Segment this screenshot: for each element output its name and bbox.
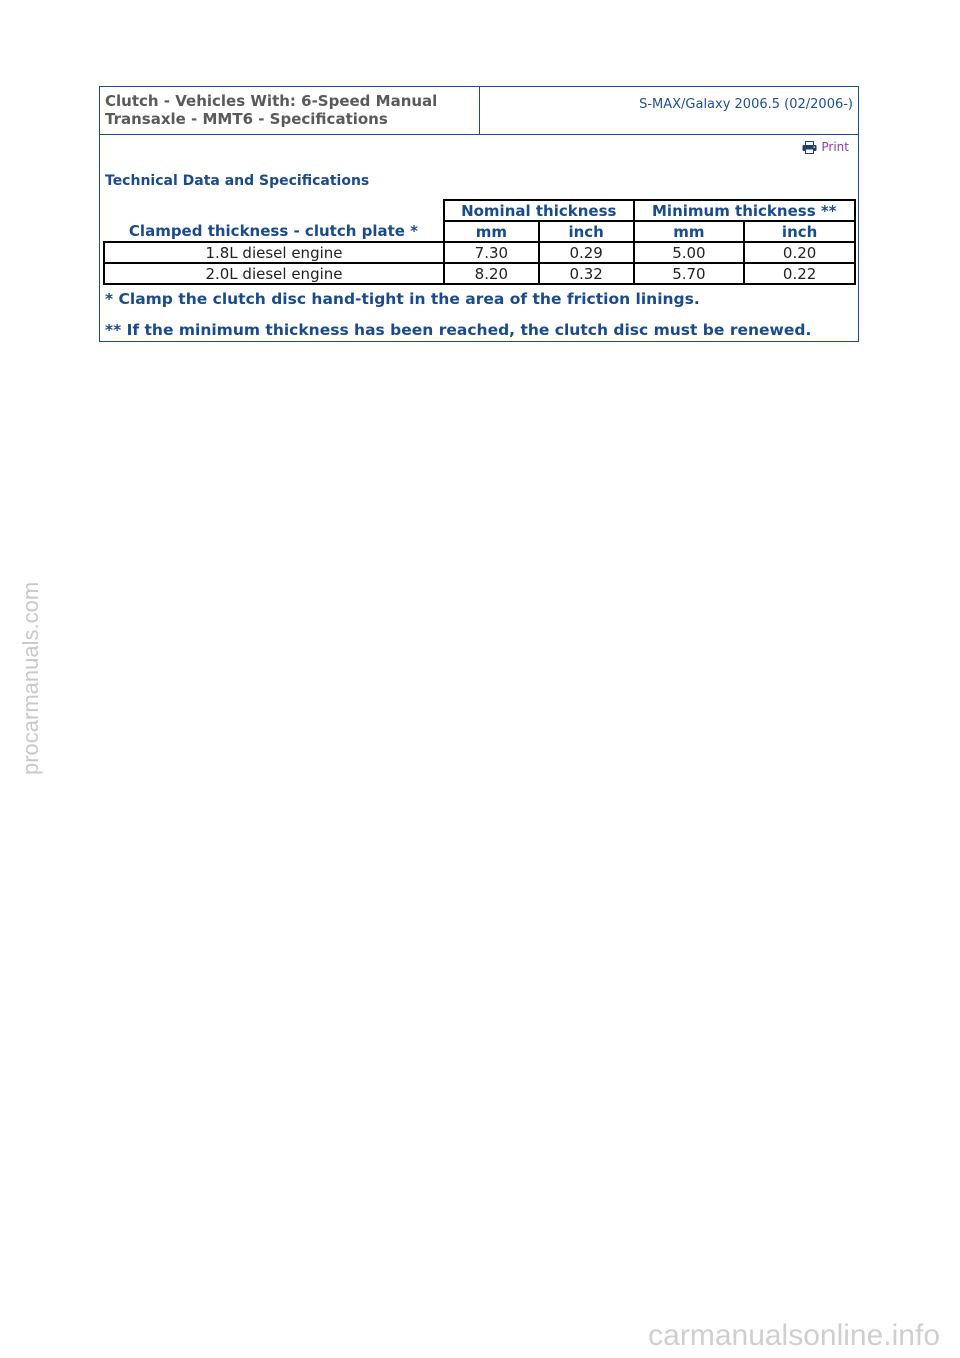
minimum-mm-value: 5.70 (634, 263, 745, 284)
table-group-header-row (104, 200, 855, 221)
print-label[interactable]: Print (821, 140, 849, 154)
minimum-inch-value: 0.20 (744, 242, 855, 263)
nominal-mm-value: 8.20 (444, 263, 539, 284)
document-frame (99, 86, 859, 342)
nominal-mm-value: 7.30 (444, 242, 539, 263)
document-title-line-1: Clutch - Vehicles With: 6-Speed Manual (105, 92, 438, 110)
unit-header-minimum-inch: inch (744, 221, 855, 242)
footnote-clamp: * Clamp the clutch disc hand-tight in the area of the friction linings. (105, 290, 700, 308)
document-title (100, 87, 480, 134)
unit-header-nominal-inch: inch (539, 221, 634, 242)
nominal-inch-value: 0.32 (539, 263, 634, 284)
minimum-thickness-header: Minimum thickness ** (634, 200, 855, 221)
print-link[interactable] (802, 140, 849, 154)
watermark-carmanualsonline: carmanualsonline.info (648, 1319, 940, 1352)
footnote-renewal: ** If the minimum thickness has been reached, the clutch disc must be renewed. (105, 321, 812, 339)
printer-icon (802, 141, 817, 154)
section-heading: Technical Data and Specifications (105, 173, 370, 189)
watermark-procarmanuals: procarmanuals.com (18, 581, 43, 775)
clamped-thickness-header: Clamped thickness - clutch plate * (104, 200, 444, 242)
minimum-inch-value: 0.22 (744, 263, 855, 284)
table-row (104, 263, 855, 284)
clutch-spec-table (103, 199, 856, 285)
vehicle-model-label: S-MAX/Galaxy 2006.5 (02/2006-) (639, 97, 853, 112)
document-header (100, 87, 858, 135)
table-row (104, 242, 855, 263)
nominal-thickness-header: Nominal thickness (444, 200, 634, 221)
nominal-inch-value: 0.29 (539, 242, 634, 263)
engine-label: 1.8L diesel engine (104, 242, 444, 263)
document-title-line-2: Transaxle - MMT6 - Specifications (105, 110, 388, 128)
unit-header-nominal-mm: mm (444, 221, 539, 242)
engine-label: 2.0L diesel engine (104, 263, 444, 284)
unit-header-minimum-mm: mm (634, 221, 745, 242)
minimum-mm-value: 5.00 (634, 242, 745, 263)
